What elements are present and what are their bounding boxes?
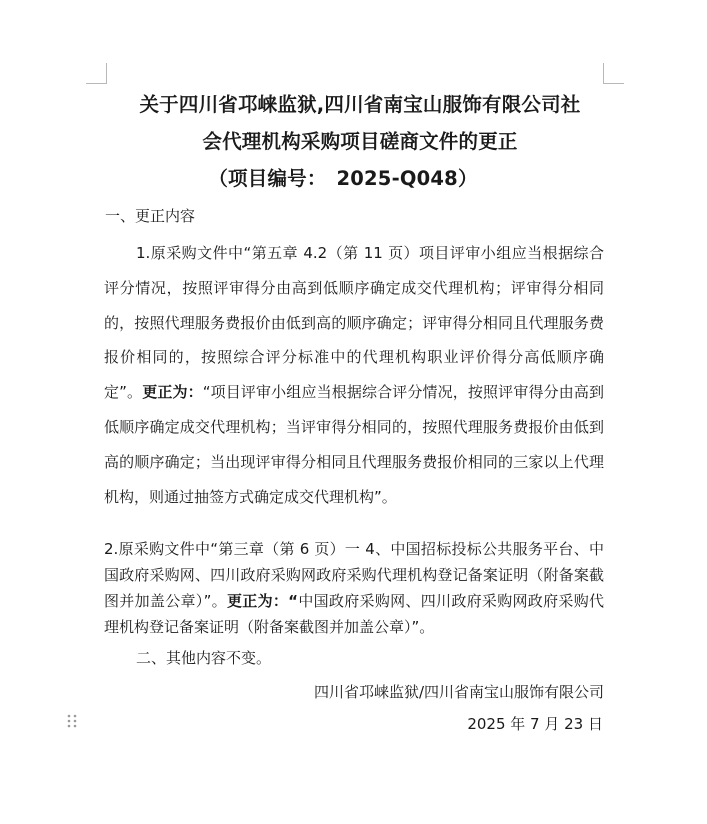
title-line-1: 关于四川省邛崃监狱,四川省南宝山服饰有限公司社 bbox=[139, 93, 581, 116]
drag-handle-icon[interactable] bbox=[66, 713, 78, 729]
title-line-project-number: （项目编号： 2025-Q048） bbox=[208, 167, 478, 190]
correction-item-2-original: 2.原采购文件中“第三章（第 6 页）一 4、中国招标投标公共服务平台、中国政府采购网、四川政府采购网政府采购代理机构登记备案证明（附备案截图并加盖公章）”。 bbox=[104, 540, 604, 610]
signature-date: 2025 年 7 月 23 日 bbox=[467, 715, 603, 733]
page-corner-mark-top-left bbox=[86, 63, 107, 84]
title-line-2: 会代理机构采购项目磋商文件的更正 bbox=[202, 130, 518, 153]
signature-organization: 四川省邛崃监狱/四川省南宝山服饰有限公司 bbox=[313, 683, 604, 701]
correction-item-2 bbox=[104, 536, 604, 640]
section-heading-unchanged: 二、其他内容不变。 bbox=[136, 649, 272, 667]
correction-item-2-label: 更正为：“ bbox=[226, 592, 299, 610]
correction-item-1 bbox=[104, 236, 604, 514]
document-title bbox=[100, 86, 620, 197]
correction-item-2-new: 中国政府采购网、四川政府采购网政府采购代理机构登记备案证明（附备案截图并加盖公章）”。 bbox=[104, 592, 604, 636]
correction-item-1-new: “项目评审小组应当根据综合评分情况，按照评审得分由高到低顺序确定成交代理机构；当评审得分相同的，按照代理服务费报价由低到高的顺序确定；当出现评审得分相同且代理服务费报价相同的三家以上代理机构，则通过抽签方式确定成交代理机构”。 bbox=[104, 383, 604, 506]
drag-dots-icon bbox=[66, 713, 78, 729]
section-heading-correction: 一、更正内容 bbox=[105, 207, 196, 225]
correction-item-1-label: 更正为： bbox=[142, 383, 203, 402]
correction-item-1-original: 1.原采购文件中“第五章 4.2（第 11 页）项目评审小组应当根据综合评分情况，按照评审得分由高到低顺序确定成交代理机构；评审得分相同的，按照代理服务费报价由低到高的顺序确定；评审得分相同且代理服务费报价相同的，按照综合评分标准中的代理机构职业评价得分高低顺序确定”。 bbox=[104, 244, 604, 402]
page-corner-mark-top-right bbox=[603, 63, 624, 84]
